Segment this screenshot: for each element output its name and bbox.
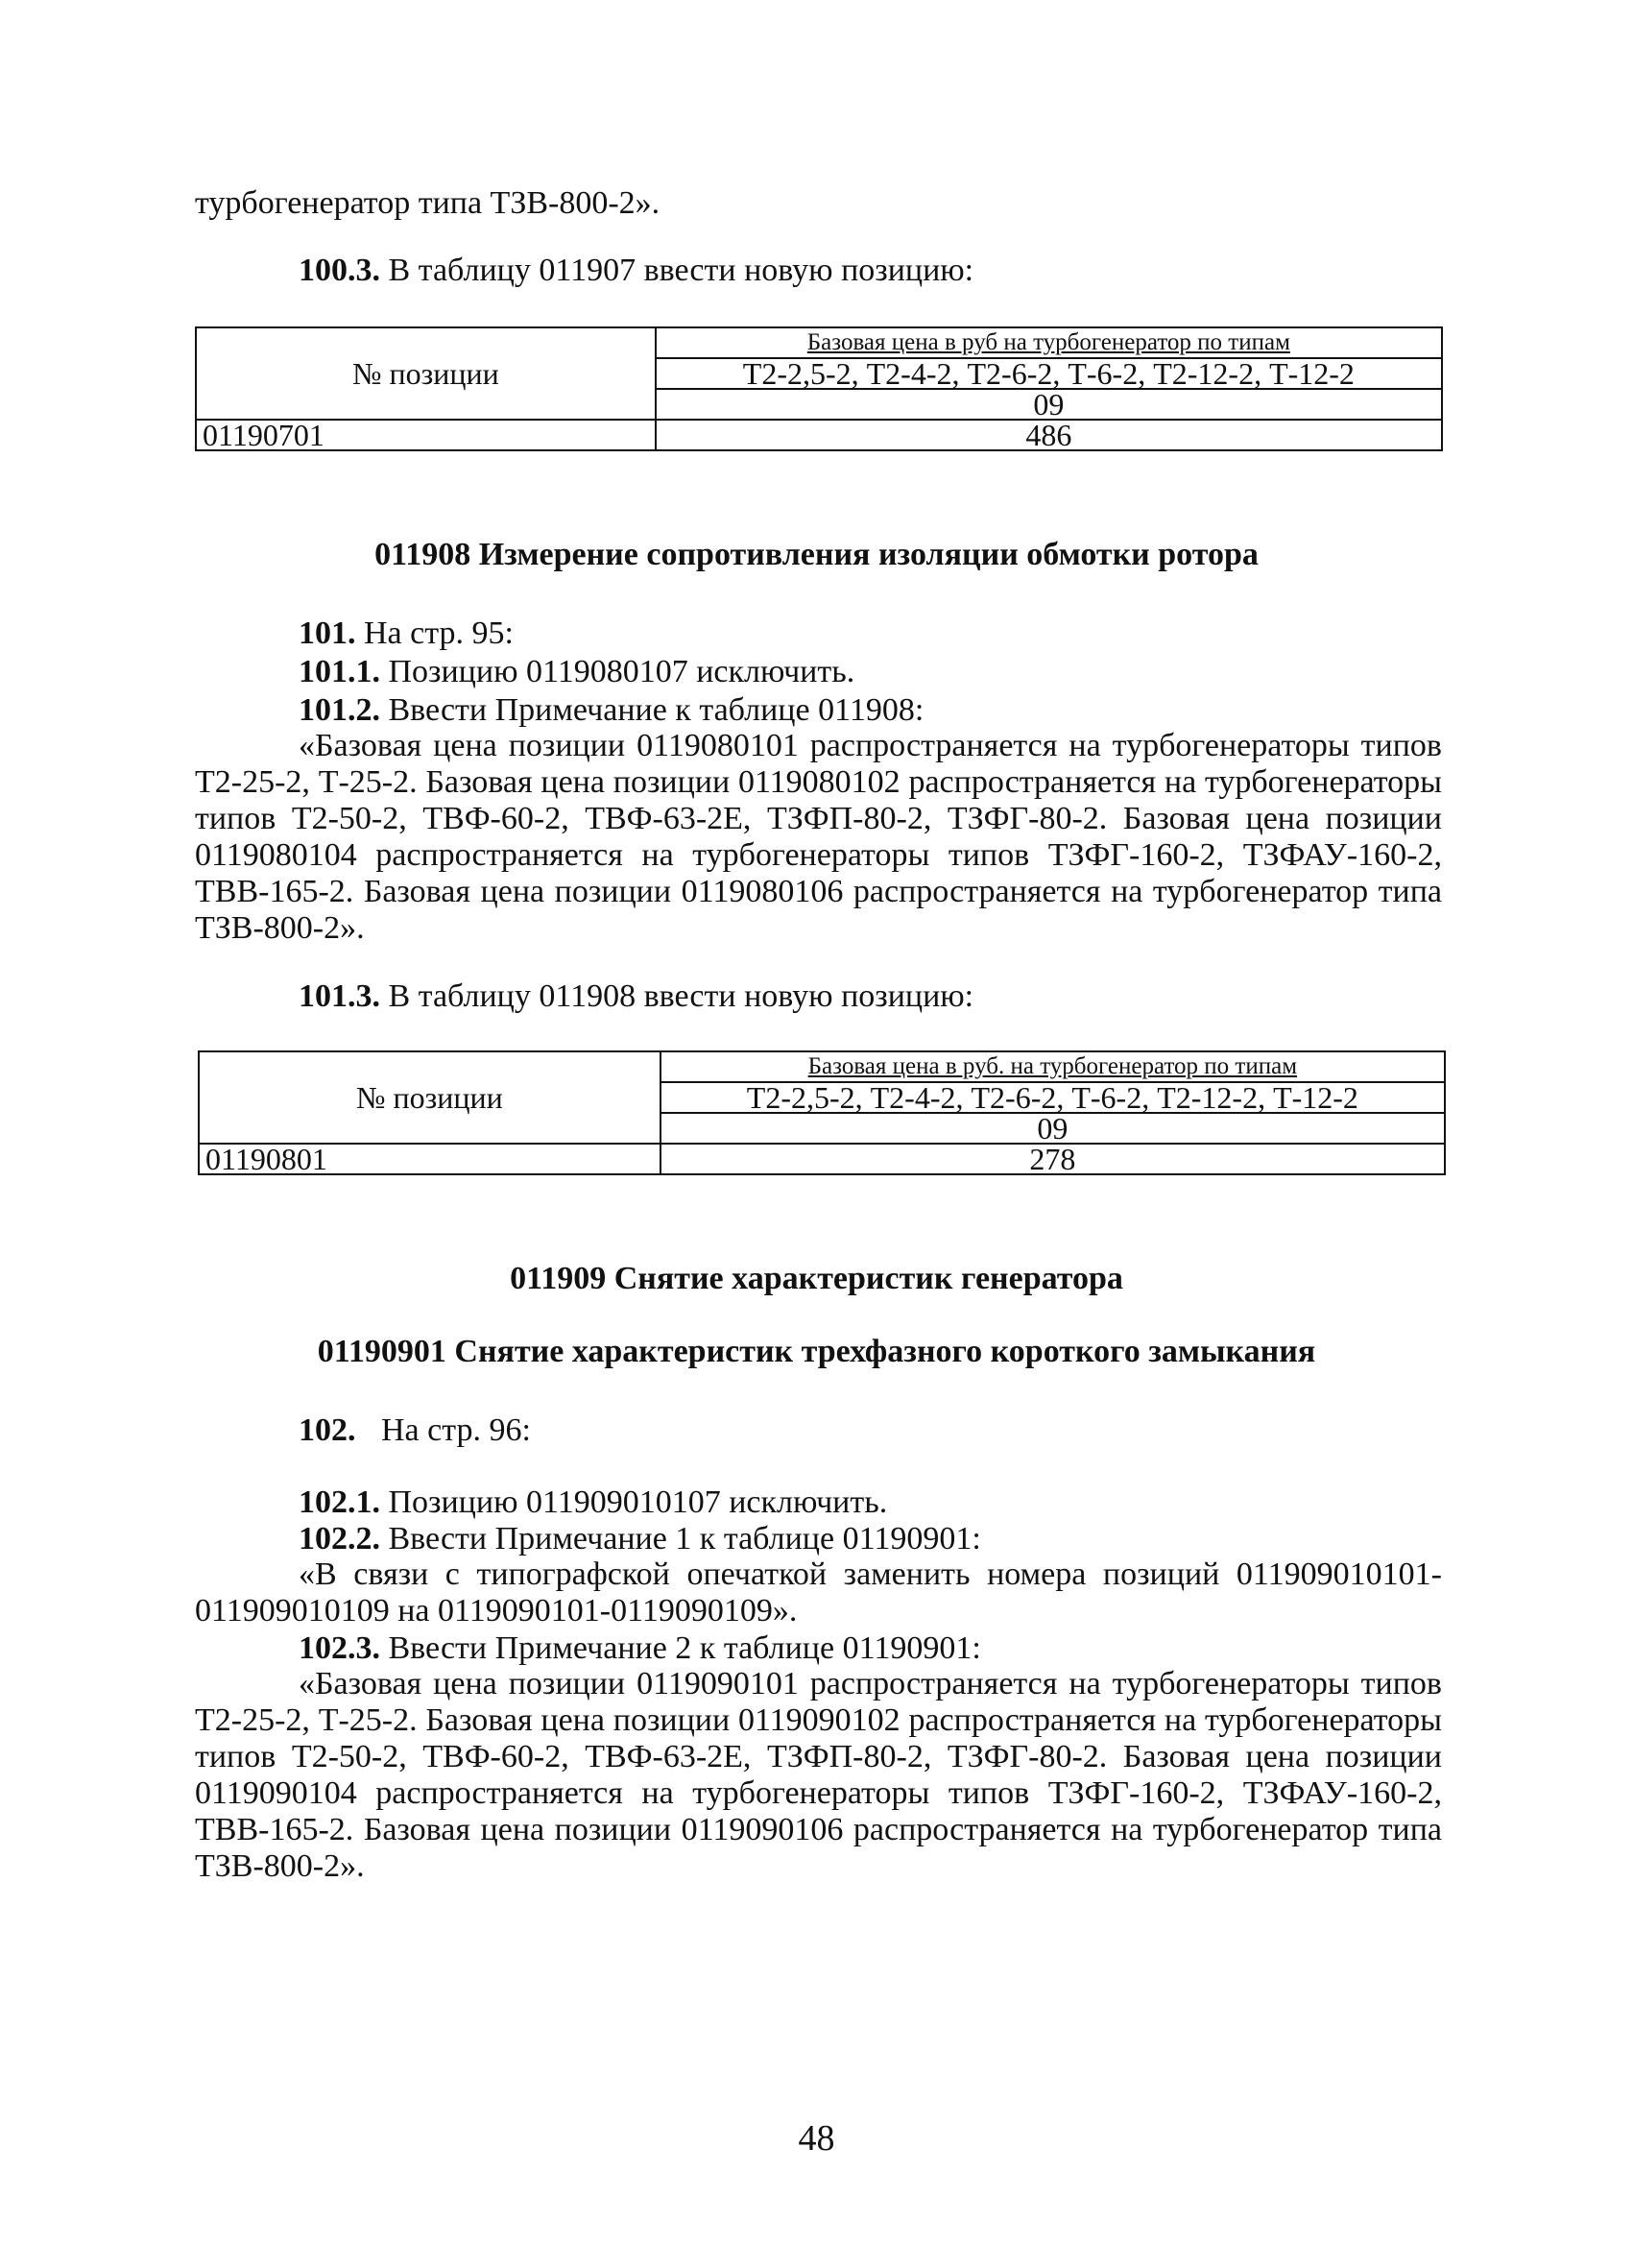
- item-text: Позицию 0119080107 исключить.: [388, 654, 855, 689]
- item-number: 101.3.: [299, 978, 380, 1014]
- position-header: № позиции: [196, 327, 656, 420]
- item-102-3: [299, 1629, 981, 1668]
- table-row: [196, 420, 1442, 450]
- note-102-2: [195, 1556, 1442, 1629]
- subsection-heading-01190901: 01190901 Снятие характеристик трехфазного короткого замыкания: [317, 1334, 1316, 1369]
- price-cell: 278: [660, 1144, 1445, 1174]
- item-text: Ввести Примечание 1 к таблице 01190901:: [388, 1521, 981, 1556]
- section-heading-011908: 011908 Измерение сопротивления изоляции обмотки ротора: [374, 537, 1259, 572]
- item-text: В таблицу 011907 ввести новую позицию:: [388, 253, 974, 288]
- item-101-2: [299, 691, 924, 730]
- item-101-1: [299, 653, 854, 691]
- table-011908: [198, 1050, 1446, 1175]
- item-number: 102.1.: [299, 1484, 380, 1520]
- types-header: Т2-2,5-2, Т2-4-2, Т2-6-2, Т-6-2, Т2-12-2, Т-12-2: [660, 1082, 1445, 1113]
- note-text: «Базовая цена позиции 0119080101 распространяется на турбогенераторы типов Т2-25-2, Т-25-2. Базовая цена позиции 0119080102 распространяется на турбогенераторы типов Т2-50-2, ТВФ-60-2, ТВФ-63-2Е, ТЗФП-80-2, ТЗФГ-80-2. Базовая цена позиции 0119080104 распространяется на турбогенераторы типов ТЗФГ-160-2, ТЗФАУ-160-2, ТВВ-165-2. Базовая цена позиции 0119080106 распространяется на турбогенератор типа ТЗВ-800-2».: [195, 728, 1442, 946]
- continued-line: турбогенератор типа ТЗВ-800-2».: [195, 185, 660, 221]
- note-text: «Базовая цена позиции 0119090101 распространяется на турбогенераторы типов Т2-25-2, Т-25-2. Базовая цена позиции 0119090102 распространяется на турбогенераторы типов Т2-50-2, ТВФ-60-2, ТВФ-63-2Е, ТЗФП-80-2, ТЗФГ-80-2. Базовая цена позиции 0119090104 распространяется на турбогенераторы типов ТЗФГ-160-2, ТЗФАУ-160-2, ТВВ-165-2. Базовая цена позиции 0119090106 распространяется на турбогенератор типа ТЗВ-800-2».: [195, 1666, 1442, 1884]
- note-102-3: [195, 1666, 1442, 1885]
- position-cell: 01190701: [196, 420, 656, 450]
- item-number: 100.3.: [299, 253, 380, 288]
- item-101-3: [299, 977, 973, 1016]
- item-101: [299, 615, 514, 653]
- item-102: [299, 1411, 531, 1450]
- item-number: 101.: [299, 615, 356, 651]
- page-number: 48: [798, 2118, 835, 2159]
- item-number: 102.2.: [299, 1521, 380, 1556]
- item-100-3: [299, 252, 973, 290]
- table-row: [199, 1144, 1445, 1174]
- column-code: 09: [660, 1113, 1445, 1144]
- item-102-1: [299, 1484, 887, 1522]
- table-011907: [195, 326, 1443, 451]
- column-code: 09: [656, 389, 1442, 420]
- item-number: 101.1.: [299, 654, 380, 689]
- item-text: На стр. 96:: [381, 1412, 531, 1448]
- item-text: На стр. 95:: [364, 615, 514, 651]
- note-101-2: [195, 728, 1442, 947]
- item-102-2: [299, 1520, 981, 1558]
- position-header: № позиции: [199, 1051, 660, 1144]
- price-header: Базовая цена в руб на турбогенератор по типам: [656, 327, 1442, 358]
- item-number: 101.2.: [299, 692, 380, 728]
- price-cell: 486: [656, 420, 1442, 450]
- item-text: В таблицу 011908 ввести новую позицию:: [388, 978, 974, 1014]
- price-header: Базовая цена в руб. на турбогенератор по типам: [660, 1051, 1445, 1082]
- item-number: 102.: [299, 1412, 356, 1448]
- position-cell: 01190801: [199, 1144, 660, 1174]
- note-text: «В связи с типографской опечаткой заменить номера позиций 011909010101-011909010109 на 0119090101-0119090109».: [195, 1556, 1442, 1629]
- item-number: 102.3.: [299, 1630, 380, 1666]
- types-header: Т2-2,5-2, Т2-4-2, Т2-6-2, Т-6-2, Т2-12-2, Т-12-2: [656, 358, 1442, 389]
- section-heading-011909: 011909 Снятие характеристик генератора: [510, 1261, 1123, 1296]
- item-text: Ввести Примечание 2 к таблице 01190901:: [388, 1630, 981, 1666]
- item-text: Ввести Примечание к таблице 011908:: [388, 692, 925, 728]
- item-text: Позицию 011909010107 исключить.: [388, 1484, 888, 1520]
